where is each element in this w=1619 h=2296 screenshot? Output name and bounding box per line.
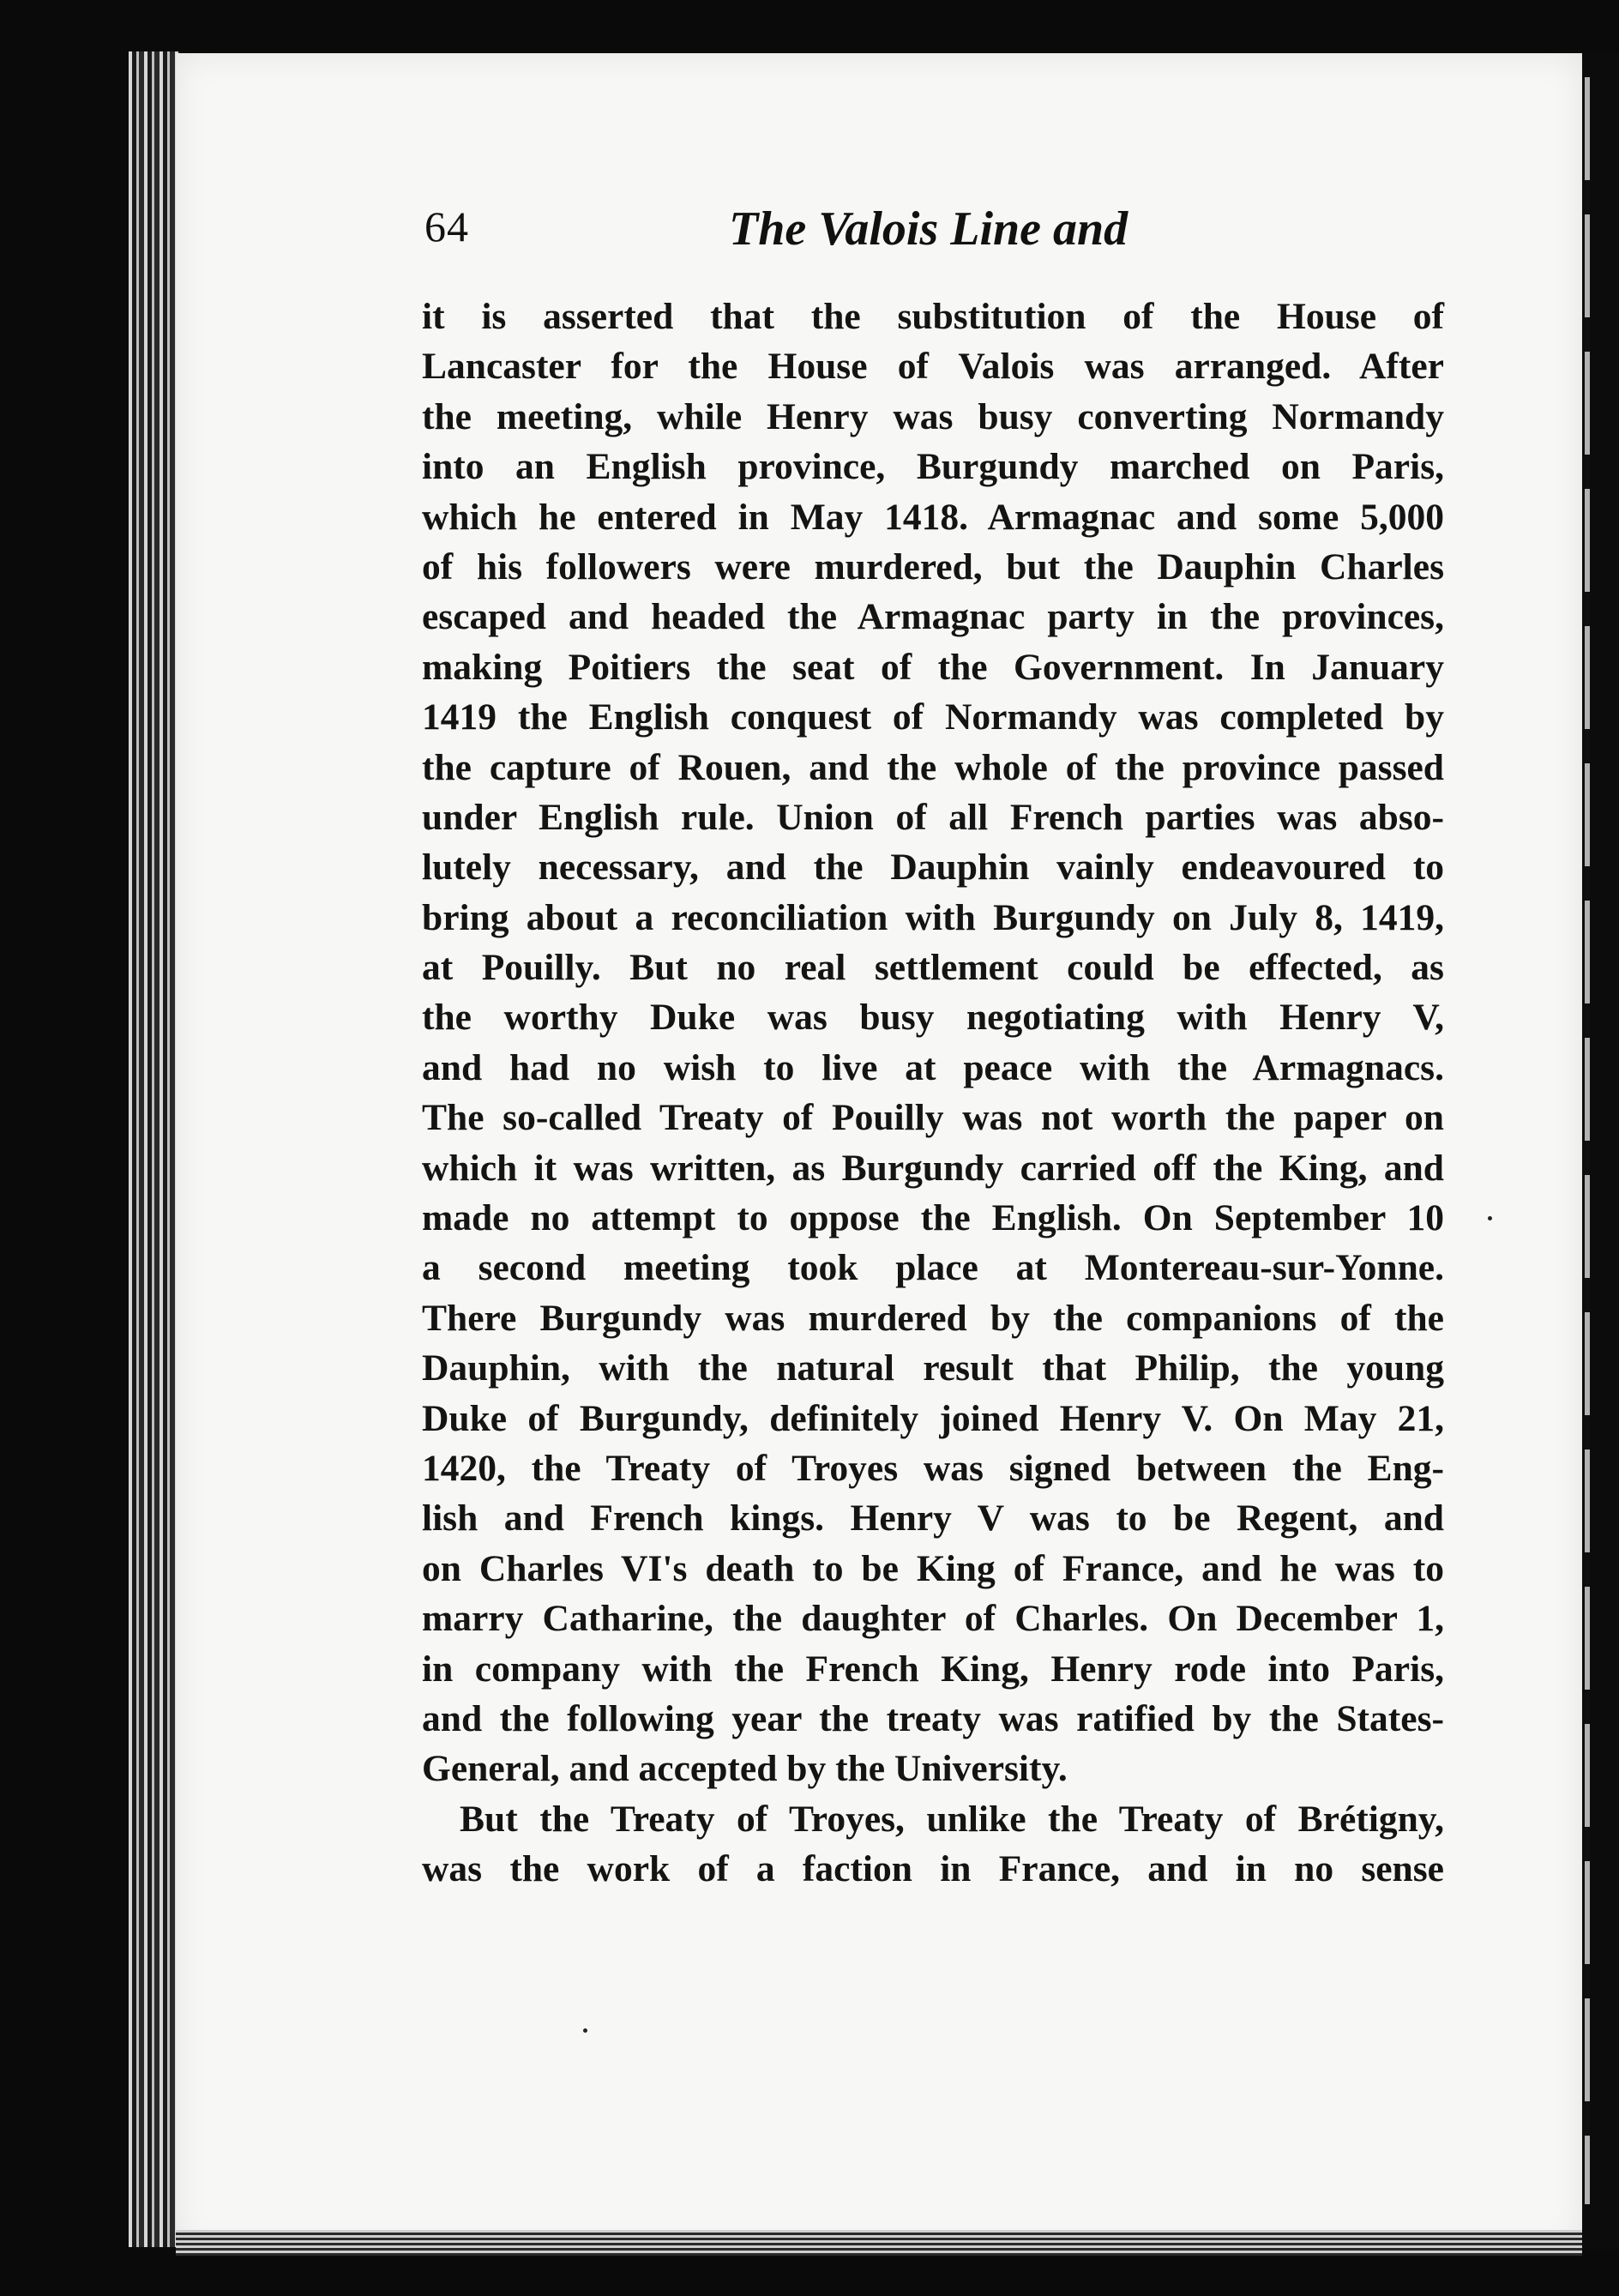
text-line: under English rule. Union of all French parties was abso- <box>422 796 1444 838</box>
text-line: 1420, the Treaty of Troyes was signed between the Eng- <box>422 1447 1444 1489</box>
text-line: There Burgundy was murdered by the companions of the <box>422 1297 1444 1339</box>
text-line: bring about a reconciliation with Burgundy on July 8, 1419, <box>422 896 1444 938</box>
text-line: at Pouilly. But no real settlement could be effected, as <box>422 947 1444 989</box>
scan-speck <box>583 2028 587 2033</box>
text-line: Duke of Burgundy, definitely joined Henry V. On May 21, <box>422 1397 1444 1439</box>
page-number: 64 <box>424 202 469 250</box>
text-line: the capture of Rouen, and the whole of the province passed <box>422 746 1444 788</box>
text-line: of his followers were murdered, but the Dauphin Charles <box>422 545 1444 588</box>
text-line: the meeting, while Henry was busy converting Normandy <box>422 395 1444 437</box>
text-line: it is asserted that the substitution of the House of <box>422 296 1444 337</box>
bottom-page-edge <box>176 2230 1582 2256</box>
text-line: in company with the French King, Henry rode into Paris, <box>422 1648 1444 1690</box>
text-line: Lancaster for the House of Valois was arranged. After <box>422 346 1444 388</box>
text-line: lutely necessary, and the Dauphin vainly endeavoured to <box>422 847 1444 889</box>
text-line: Dauphin, with the natural result that Philip, the young <box>422 1347 1444 1389</box>
text-line: a second meeting took place at Montereau-sur-Yonne. <box>422 1247 1444 1289</box>
text-line: was the work of a faction in France, and in no sense <box>422 1848 1444 1890</box>
body-text <box>422 292 1444 1895</box>
text-line: making Poitiers the seat of the Government. In January <box>422 646 1444 688</box>
text-line: into an English province, Burgundy marched on Paris, <box>422 446 1444 488</box>
text-line: and the following year the treaty was ratified by the States- <box>422 1697 1444 1739</box>
text-line: lish and French kings. Henry V was to be Regent, and <box>422 1498 1444 1540</box>
text-line: which he entered in May 1418. Armagnac and some 5,000 <box>422 496 1444 538</box>
running-head <box>424 202 1445 270</box>
text-line: on Charles VI's death to be King of France, and he was to <box>422 1547 1444 1589</box>
text-line: General, and accepted by the University. <box>422 1748 1068 1790</box>
text-line: the worthy Duke was busy negotiating with Henry V, <box>422 997 1444 1039</box>
text-line: The so-called Treaty of Pouilly was not worth the paper on <box>422 1097 1444 1139</box>
text-line: 1419 the English conquest of Normandy was completed by <box>422 696 1444 738</box>
text-line: marry Catharine, the daughter of Charles. On December 1, <box>422 1598 1444 1640</box>
right-edge-shading <box>1585 77 1590 2204</box>
text-line: and had no wish to live at peace with the Armagnacs. <box>422 1046 1444 1088</box>
text-line: which it was written, as Burgundy carried off the King, and <box>422 1147 1444 1189</box>
text-line: But the Treaty of Troyes, unlike the Treaty of Brétigny, <box>460 1798 1444 1840</box>
running-head-title: The Valois Line and <box>729 202 1128 256</box>
book-page-edges <box>129 51 180 2247</box>
text-line: made no attempt to oppose the English. On September 10 <box>422 1197 1444 1239</box>
text-line: escaped and headed the Armagnac party in the provinces, <box>422 596 1444 638</box>
scan-speck <box>1488 1216 1492 1220</box>
